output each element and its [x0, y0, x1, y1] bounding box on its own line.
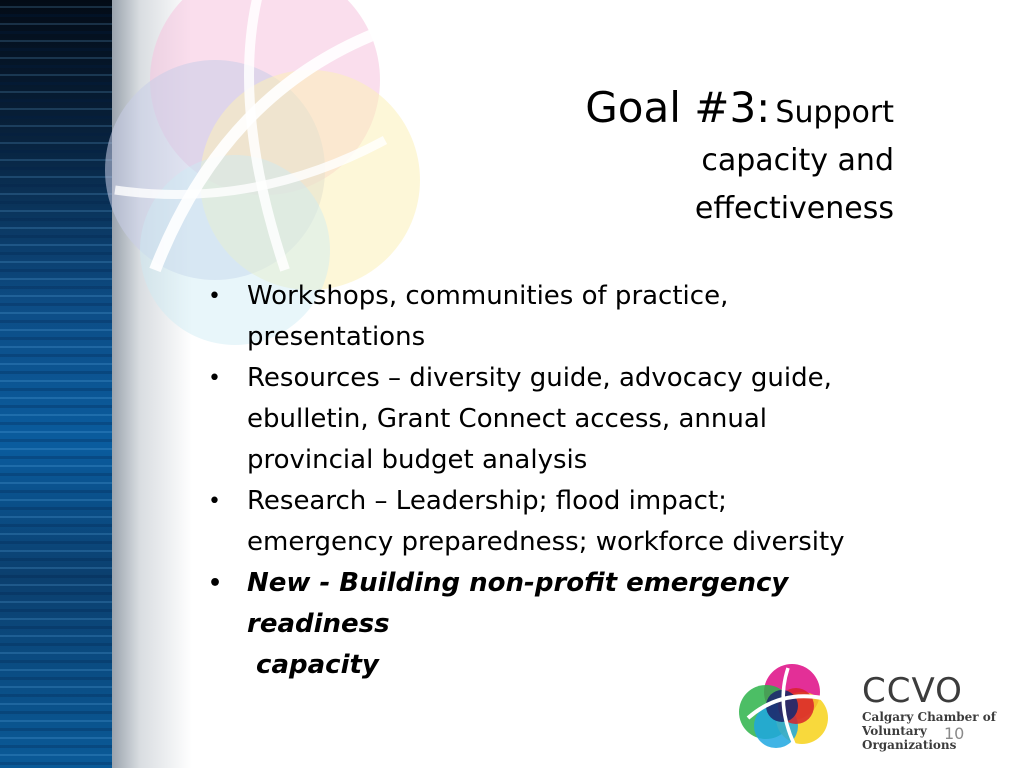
bullet-line: provincial budget analysis — [247, 445, 588, 475]
bullet-item-workshops — [208, 276, 928, 358]
bullet-line: Research – Leadership; flood impact; — [247, 486, 727, 516]
bullet-item-resources — [208, 358, 928, 481]
bullet-line: Resources – diversity guide, advocacy guide, — [247, 363, 832, 393]
bullet-line: Workshops, communities of practice, — [247, 281, 729, 311]
bullet-line: emergency preparedness; workforce diversity — [247, 527, 845, 557]
logo-line-2: Voluntary Organizations — [862, 724, 957, 752]
bullet-line: ebulletin, Grant Connect access, annual — [247, 404, 767, 434]
bullet-line: New - Building non-profit emergency readiness — [247, 568, 789, 639]
bullet-dot: • — [208, 571, 223, 596]
bullet-item-research — [208, 481, 928, 563]
logo-acronym: CCVO — [862, 671, 963, 711]
bullet-dot: • — [208, 366, 221, 391]
bullet-line: presentations — [247, 322, 426, 352]
title-goal: Goal #3: — [585, 83, 771, 132]
bullet-dot: • — [208, 489, 221, 514]
slide-title — [334, 82, 894, 233]
bullet-list — [208, 276, 928, 686]
bullet-dot: • — [208, 284, 221, 309]
title-support: Support — [775, 95, 894, 130]
page-number: 10 — [944, 724, 965, 743]
logo-line-1: Calgary Chamber of — [862, 710, 996, 724]
ccvo-wordmark — [862, 672, 1022, 752]
title-line-2: capacity and — [701, 143, 894, 178]
bullet-line: capacity — [247, 650, 379, 680]
ccvo-logo-icon — [730, 660, 840, 750]
title-line-3: effectiveness — [694, 191, 894, 226]
